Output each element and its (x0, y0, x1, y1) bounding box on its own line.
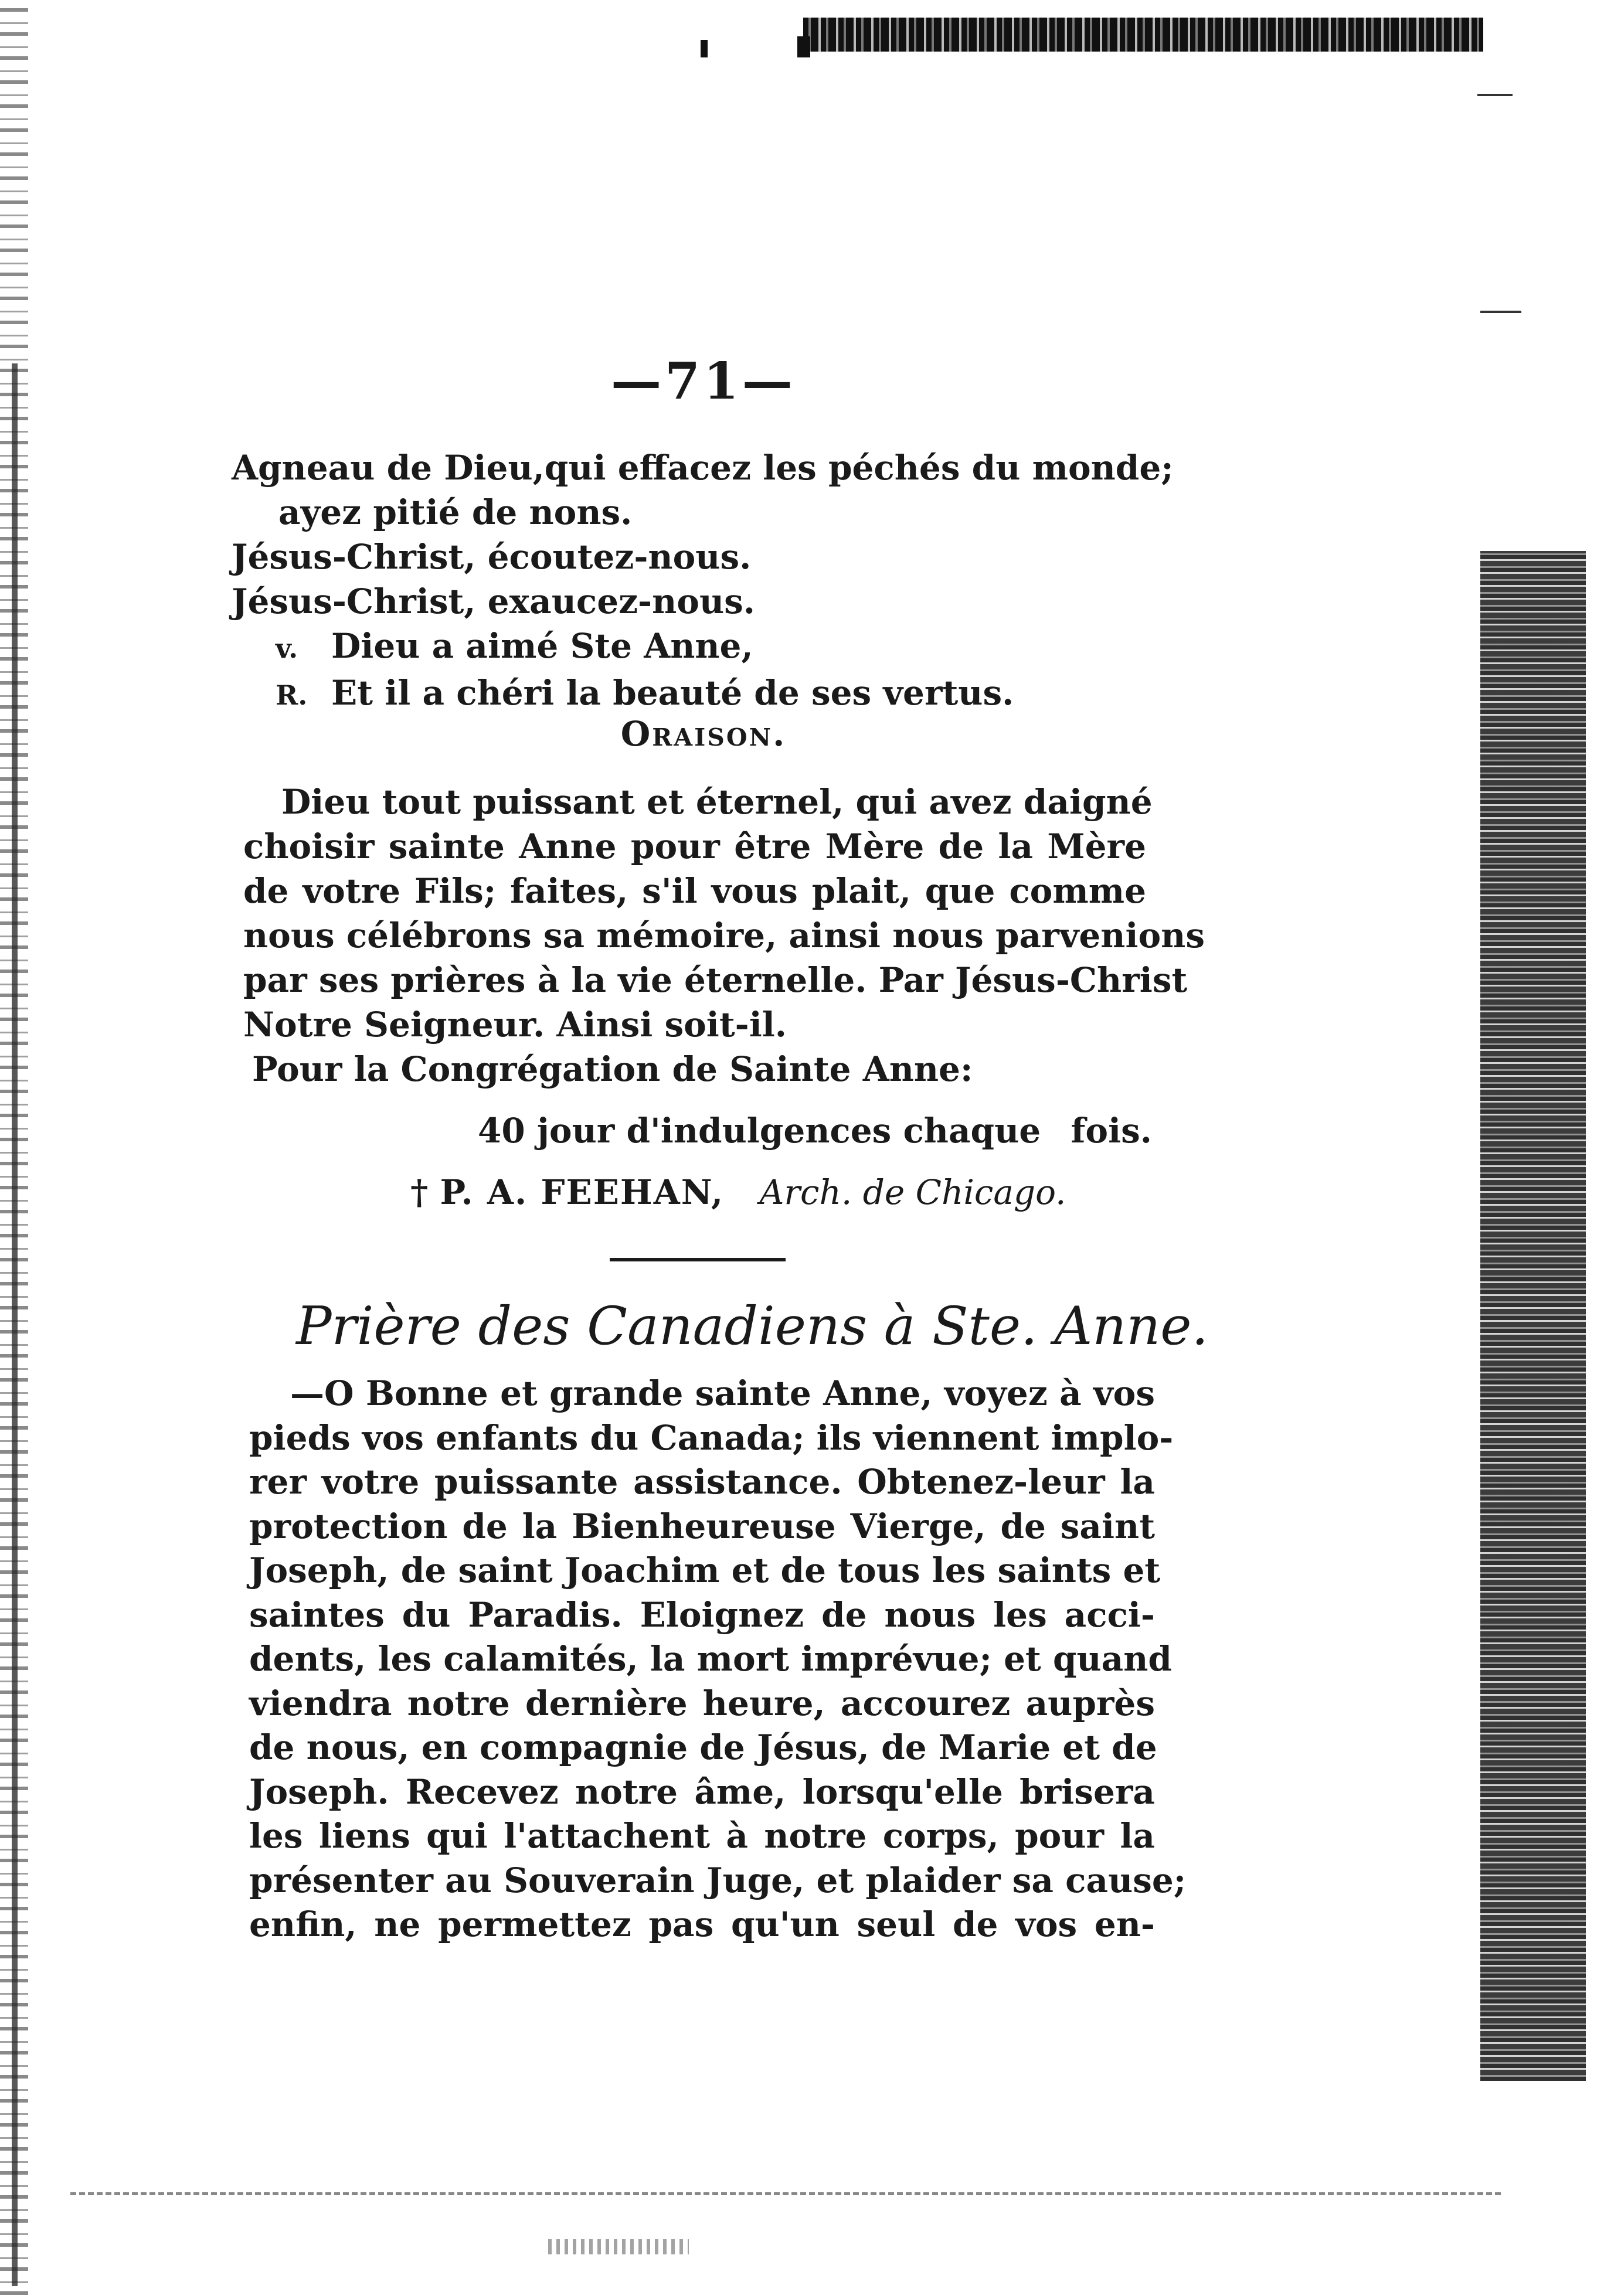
oraison-paragraph (243, 780, 1205, 1047)
prayer-line: Joseph. Recevez notre âme, lorsqu'elle brisera (249, 1771, 1155, 1812)
prayer-line: —O Bonne et grande sainte Anne, voyez à vos (290, 1373, 1155, 1413)
scan-right-noise (1480, 551, 1586, 2081)
prayer-line: pieds vos enfants du Canada; ils viennent implo- (249, 1417, 1174, 1458)
prayer-line: de nous, en compagnie de Jésus, de Marie et de (249, 1727, 1157, 1767)
response-sigil: R. (276, 679, 308, 711)
response-text: Et il a chéri la beauté de ses vertus. (331, 673, 1014, 713)
prayer-line: dents, les calamités, la mort imprévue; et quand (249, 1639, 1172, 1679)
indulgence-suffix: fois. (1071, 1111, 1152, 1151)
scan-bottom-smudge (548, 2239, 689, 2254)
oraison-line: Dieu tout puissant et éternel, qui avez daigné (281, 782, 1153, 822)
indulgence-text: 40 jour d'indulgences chaque (478, 1111, 1041, 1151)
prayer-title: Prière des Canadiens à Ste. Anne. (296, 1295, 1209, 1357)
litany-block (232, 445, 1174, 717)
litany-line: Jésus-Christ, écoutez-nous. (232, 537, 752, 577)
signature-name: P. A. FEEHAN, (440, 1172, 725, 1212)
oraison-line: Notre Seigneur. Ainsi soit-il. (243, 1005, 787, 1045)
prayer-line: protection de la Bienheureuse Vierge, de saint (249, 1506, 1155, 1546)
scan-right-rule (1477, 94, 1513, 96)
scan-top-mark (797, 36, 810, 57)
oraison-heading: Oraison. (620, 714, 787, 754)
prayer-paragraph (249, 1372, 1187, 1947)
prayer-line: présenter au Souverain Juge, et plaider sa cause; (249, 1860, 1187, 1900)
scan-bottom-rule (70, 2192, 1501, 2195)
versicle-sigil: v. (276, 632, 298, 664)
scan-top-noise (803, 18, 1483, 52)
oraison-line: de votre Fils; faites, s'il vous plait, que comme (243, 871, 1146, 911)
scan-binding-shadow (12, 363, 18, 2286)
cross-icon: † (410, 1172, 429, 1212)
oraison-line: nous célébrons sa mémoire, ainsi nous parvenions (243, 916, 1205, 955)
prayer-line: Joseph, de saint Joachim et de tous les saints et (249, 1550, 1161, 1590)
prayer-line: enfin, ne permettez pas qu'un seul de vos en- (249, 1904, 1155, 1944)
prayer-line: saintes du Paradis. Eloignez de nous les acci- (249, 1594, 1155, 1635)
versicle-text: Dieu a aimé Ste Anne, (331, 626, 753, 666)
scan-top-mark (701, 40, 708, 57)
section-divider (610, 1258, 786, 1261)
versicle-line (232, 624, 1170, 671)
oraison-line: choisir sainte Anne pour être Mère de la Mère (243, 826, 1146, 866)
oraison-line: par ses prières à la vie éternelle. Par Jésus-Christ (243, 960, 1188, 1000)
prayer-line: les liens qui l'attachent à notre corps, pour la (249, 1816, 1155, 1856)
signature (410, 1172, 1066, 1212)
signature-title: Arch. de Chicago. (759, 1172, 1066, 1212)
prayer-line: viendra notre dernière heure, accourez auprès (249, 1683, 1155, 1723)
litany-line: Jésus-Christ, exaucez-nous. (232, 581, 755, 621)
scan-right-rule (1480, 311, 1521, 313)
litany-line: Agneau de Dieu,qui effacez les péchés du monde; (232, 448, 1174, 488)
response-line (232, 671, 1170, 717)
page-number: —71— (611, 352, 796, 411)
prayer-line: rer votre puissante assistance. Obtenez-leur la (249, 1462, 1155, 1502)
congregation-heading: Pour la Congrégation de Sainte Anne: (252, 1049, 973, 1089)
litany-line: ayez pitié de nons. (278, 492, 633, 532)
indulgence-line (478, 1111, 1152, 1151)
